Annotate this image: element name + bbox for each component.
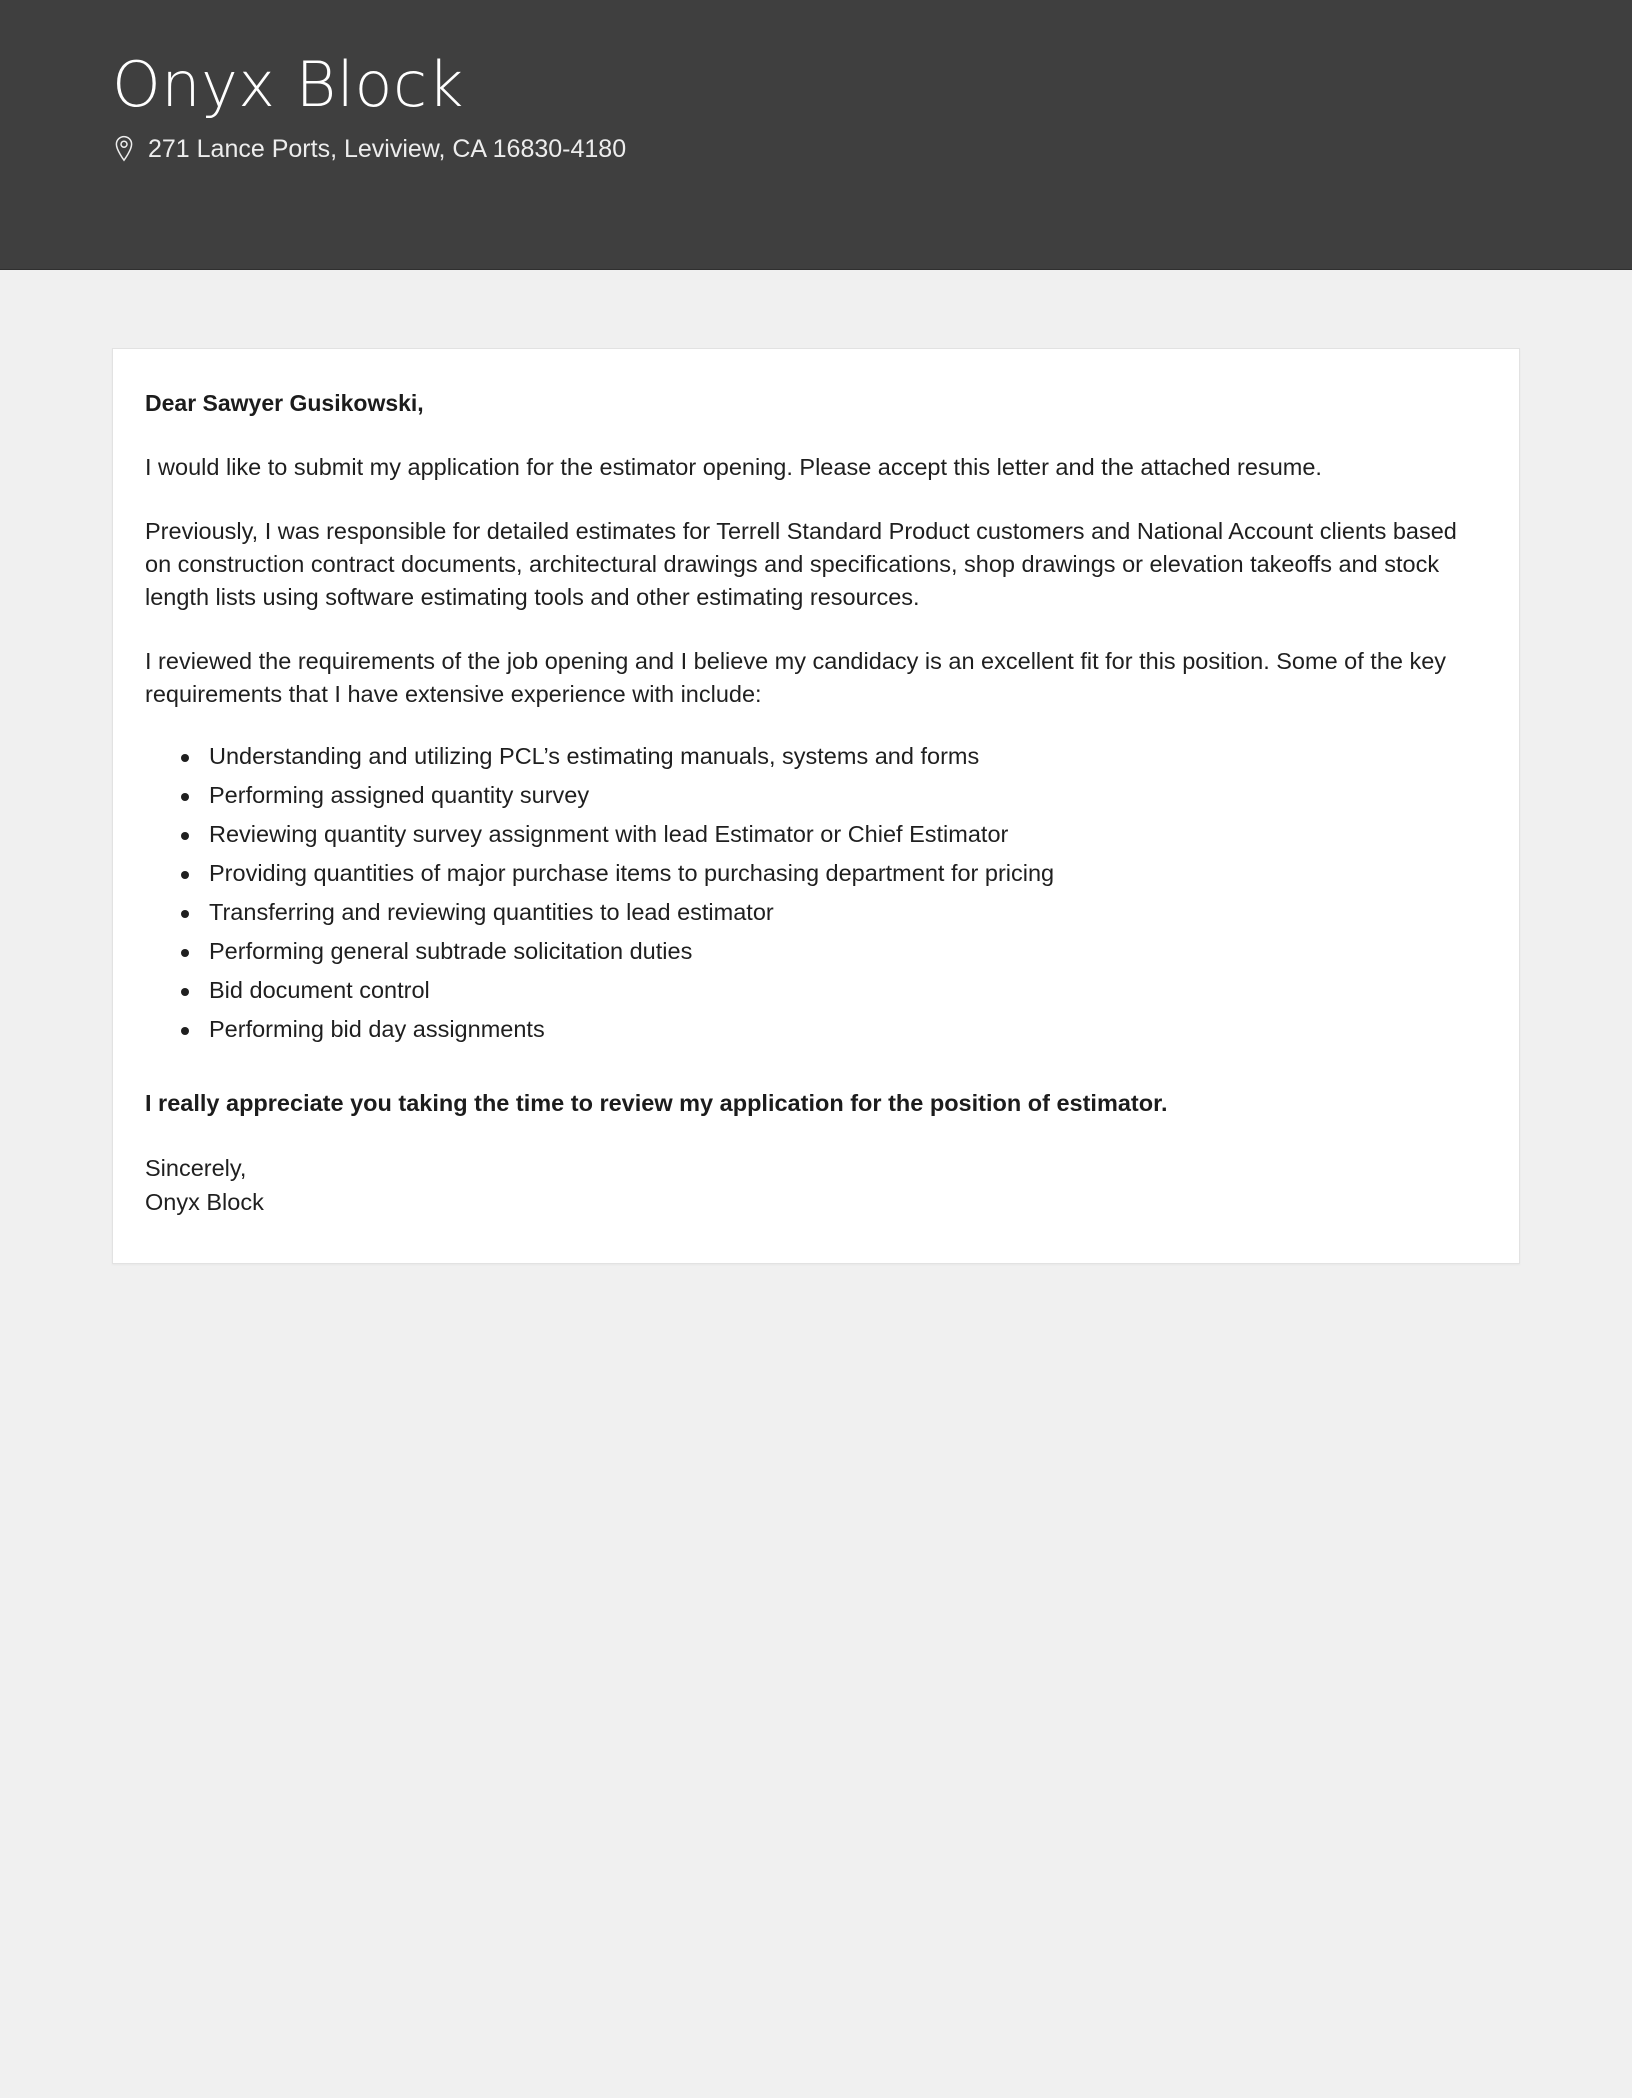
list-item: Performing general subtrade solicitation duties: [181, 936, 1479, 975]
letter-paragraph-1: I would like to submit my application for the estimator opening. Please accept this letter and the attached resume.: [145, 454, 1322, 481]
letterhead-content: [0, 48, 1632, 166]
letter-closing-statement: I really appreciate you taking the time to review my application for the position of estimator.: [145, 1090, 1168, 1117]
page-title: Onyx Block: [112, 48, 464, 121]
letter-signoff: [145, 1152, 1479, 1219]
letter-salutation: Dear Sawyer Gusikowski,: [145, 390, 424, 416]
letter-paragraph-3: I reviewed the requirements of the job opening and I believe my candidacy is an excellent fit for this position. Some of the key requirements that I have extensive experience with include:: [145, 647, 1447, 707]
list-item: Reviewing quantity survey assignment with lead Estimator or Chief Estimator: [181, 819, 1479, 858]
page-body: [0, 270, 1632, 1264]
list-item: Providing quantities of major purchase items to purchasing department for pricing: [181, 858, 1479, 897]
cover-letter-card: [112, 348, 1520, 1264]
list-item: Understanding and utilizing PCL’s estimating manuals, systems and forms: [181, 741, 1479, 780]
map-pin-icon: [112, 134, 136, 164]
list-item: Performing bid day assignments: [181, 1014, 1479, 1053]
address-text: 271 Lance Ports, Leviview, CA 16830-4180: [148, 135, 627, 164]
signoff-name: Onyx Block: [145, 1188, 264, 1215]
letterhead-header: [0, 0, 1632, 270]
contact-address-row: [112, 133, 1520, 166]
list-item: Performing assigned quantity survey: [181, 780, 1479, 819]
letter-paragraph-2: Previously, I was responsible for detailed estimates for Terrell Standard Product customers and National Account clients based on construction contract documents, architectural drawings and specifications, shop drawings or elevation takeoffs and stock length lists using software estimating tools and other estimating resources.: [145, 517, 1457, 611]
list-item: Bid document control: [181, 975, 1479, 1014]
requirements-list: [145, 741, 1479, 1053]
signoff-salutation: Sincerely,: [145, 1155, 247, 1182]
list-item: Transferring and reviewing quantities to lead estimator: [181, 897, 1479, 936]
